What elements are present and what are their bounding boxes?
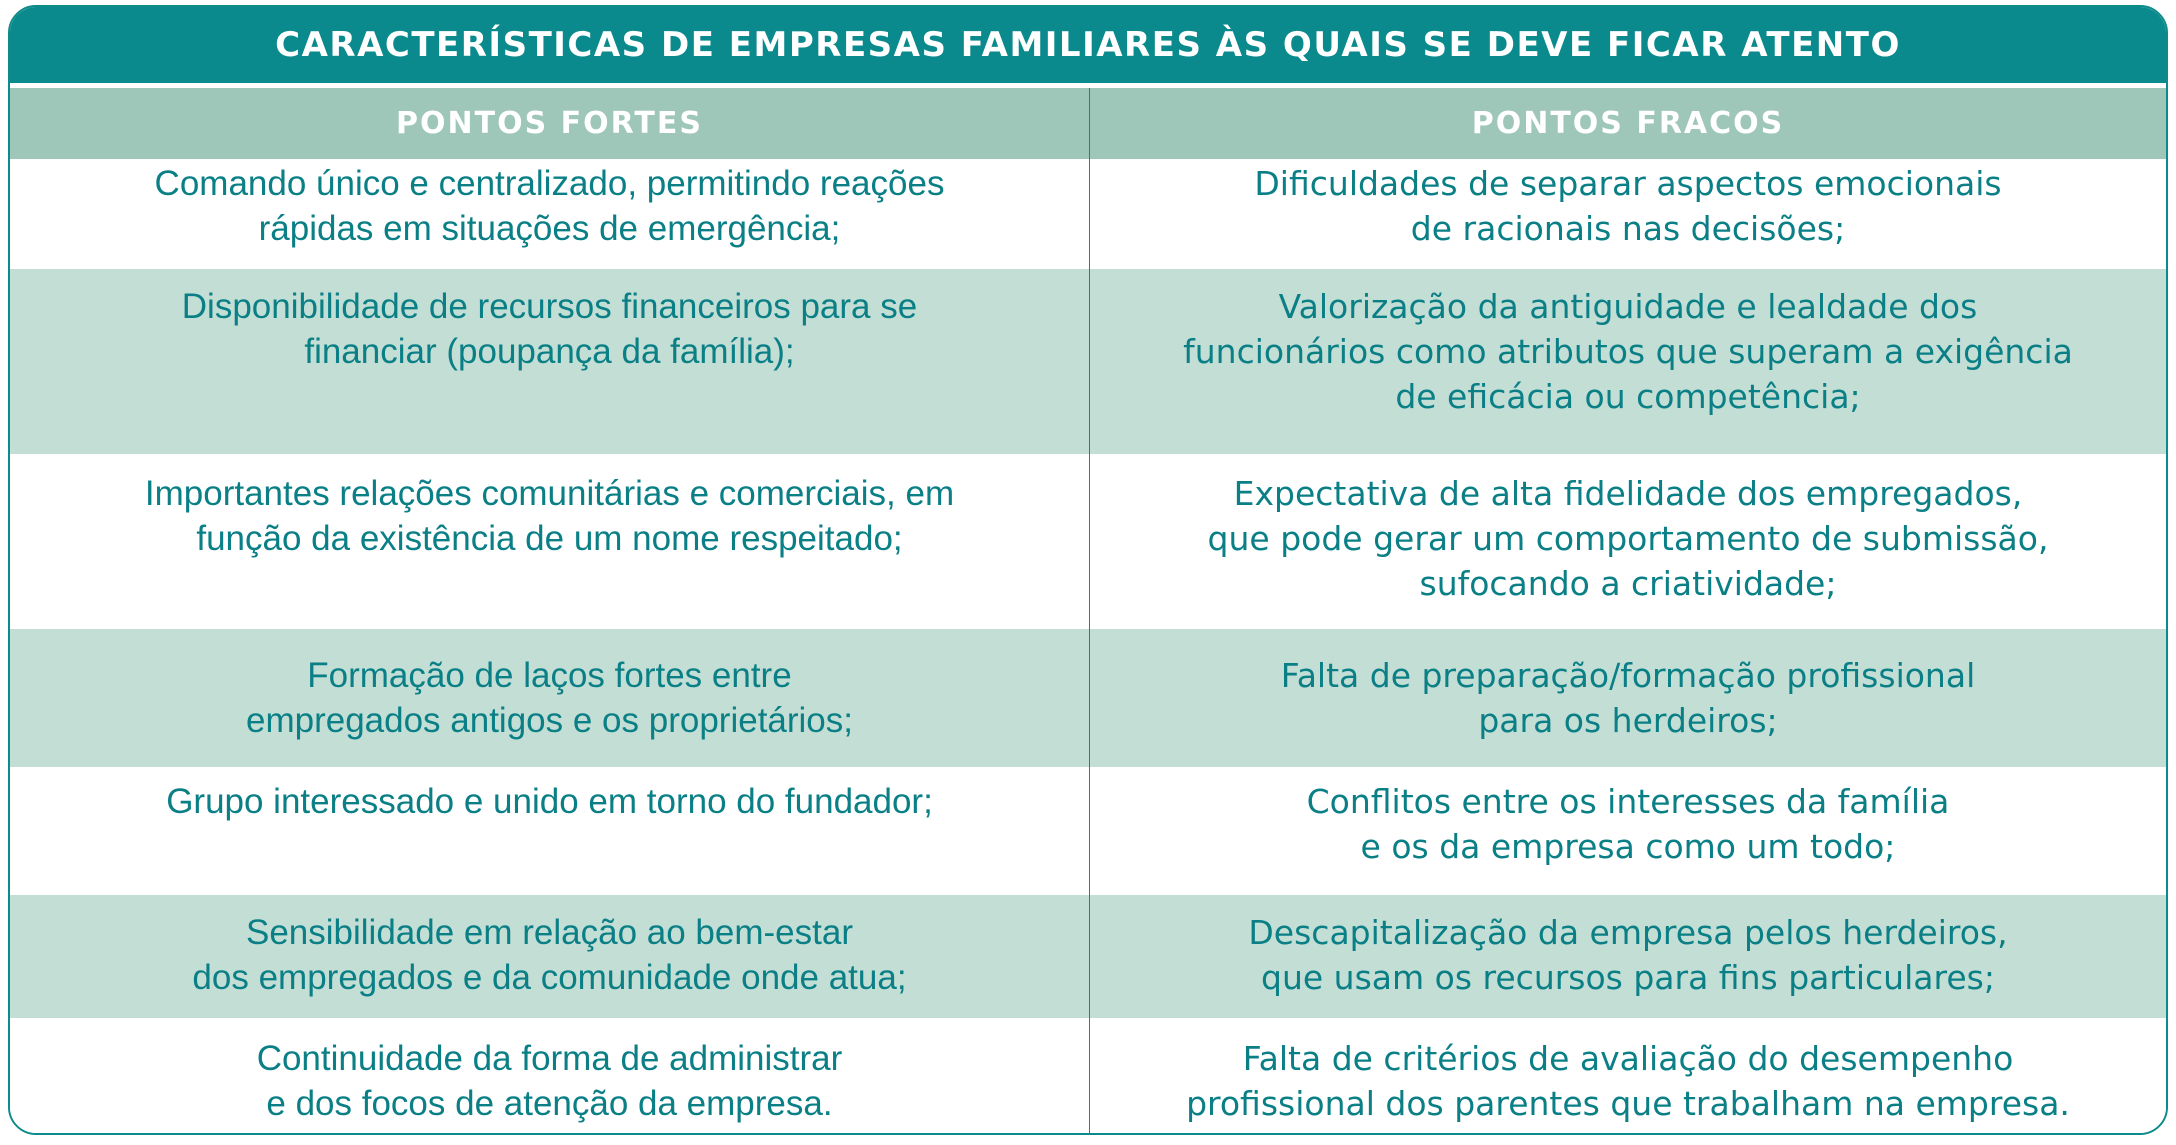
weakness-cell: Falta de preparação/formação profissional para os herdeiros;	[1090, 629, 2166, 767]
strength-cell: Sensibilidade em relação ao bem-estar dos empregados e da comunidade onde atua;	[10, 895, 1089, 1018]
weakness-cell: Dificuldades de separar aspectos emocionais de racionais nas decisões;	[1090, 159, 2166, 269]
strength-cell: Disponibilidade de recursos financeiros para se financiar (poupança da família);	[10, 269, 1089, 454]
weakness-cell: Descapitalização da empresa pelos herdeiros, que usam os recursos para fins particulares;	[1090, 895, 2166, 1018]
table-title: CARACTERÍSTICAS DE EMPRESAS FAMILIARES ÀS QUAIS SE DEVE FICAR ATENTO	[10, 7, 2166, 83]
table-grid	[10, 88, 2166, 1135]
strength-cell: Formação de laços fortes entre empregados antigos e os proprietários;	[10, 629, 1089, 767]
column-header-weaknesses: PONTOS FRACOS	[1090, 88, 2166, 159]
column-header-strengths: PONTOS FORTES	[10, 88, 1089, 159]
weakness-cell: Expectativa de alta fidelidade dos empregados, que pode gerar um comportamento de submissão, sufocando a criatividade;	[1090, 454, 2166, 629]
weakness-cell: Conflitos entre os interesses da família e os da empresa como um todo;	[1090, 767, 2166, 895]
strength-cell: Continuidade da forma de administrar e dos focos de atenção da empresa.	[10, 1018, 1089, 1135]
strength-cell: Grupo interessado e unido em torno do fundador;	[10, 767, 1089, 895]
weakness-cell: Valorização da antiguidade e lealdade dos funcionários como atributos que superam a exigência de eficácia ou competência;	[1090, 269, 2166, 454]
weakness-cell: Falta de critérios de avaliação do desempenho profissional dos parentes que trabalham na empresa.	[1090, 1018, 2166, 1135]
strength-cell: Comando único e centralizado, permitindo reações rápidas em situações de emergência;	[10, 159, 1089, 269]
strength-cell: Importantes relações comunitárias e comerciais, em função da existência de um nome respeitado;	[10, 454, 1089, 629]
characteristics-table	[8, 5, 2168, 1135]
